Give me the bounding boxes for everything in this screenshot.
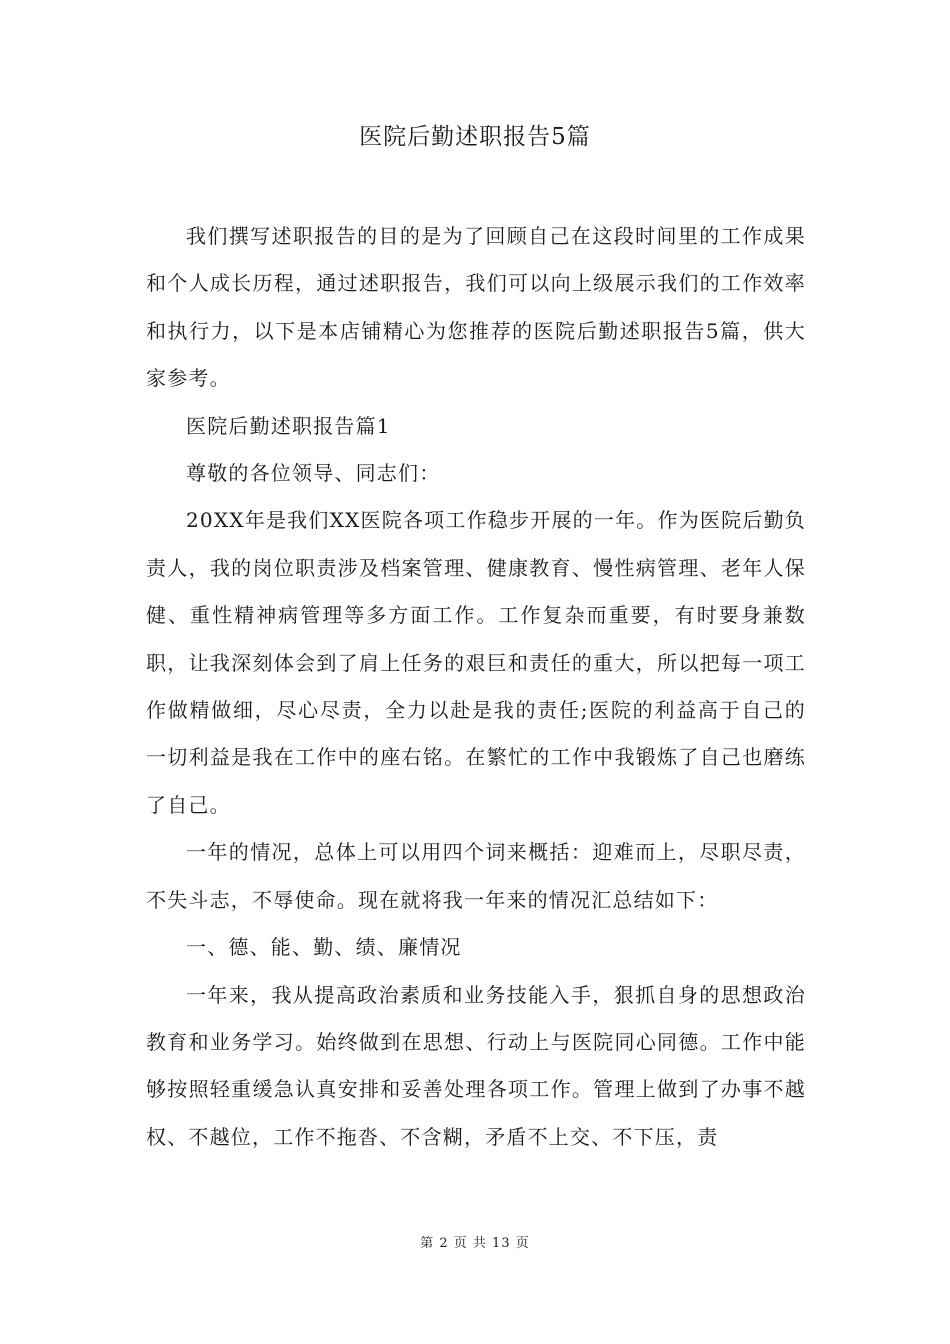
subsection-heading: 一、德、能、勤、绩、廉情况 <box>186 935 462 960</box>
document-title: 医院后勤述职报告5篇 <box>359 124 591 150</box>
document-body <box>146 213 806 1161</box>
paragraph-overview: 20XX年是我们XX医院各项工作稳步开展的一年。作为医院后勤负责人，我的岗位职责涉及档案管理、健康教育、慢性病管理、老年人保健、重性精神病管理等多方面工作。工作复杂而重要，有时要身兼数职，让我深刻体会到了肩上任务的艰巨和责任的重大，所以把每一项工作做精做细，尽心尽责，全力以赴是我的责任;医院的利益高于自己的一切利益是我在工作中的座右铭。在繁忙的工作中我锻炼了自己也磨练了自己。 <box>146 508 806 817</box>
salutation: 尊敬的各位领导、同志们： <box>186 461 441 486</box>
section-heading-1: 医院后勤述职报告篇1 <box>186 413 391 438</box>
paragraph-details: 一年来，我从提高政治素质和业务技能入手，狠抓自身的思想政治教育和业务学习。始终做到在思想、行动上与医院同心同德。工作中能够按照轻重缓急认真安排和妥善处理各项工作。管理上做到了办事不越权、不越位，工作不拖沓、不含糊，矛盾不上交、不下压，责 <box>146 982 806 1149</box>
page-number-footer: 第 2 页 共 13 页 <box>420 1236 530 1251</box>
paragraph-summary: 一年的情况，总体上可以用四个词来概括：迎难而上，尽职尽责，不失斗志，不辱使命。现在就将我一年来的情况汇总结如下： <box>146 840 806 912</box>
paragraph-intro: 我们撰写述职报告的目的是为了回顾自己在这段时间里的工作成果和个人成长历程，通过述职报告，我们可以向上级展示我们的工作效率和执行力，以下是本店铺精心为您推荐的医院后勤述职报告5篇，供大家参考。 <box>146 224 806 391</box>
